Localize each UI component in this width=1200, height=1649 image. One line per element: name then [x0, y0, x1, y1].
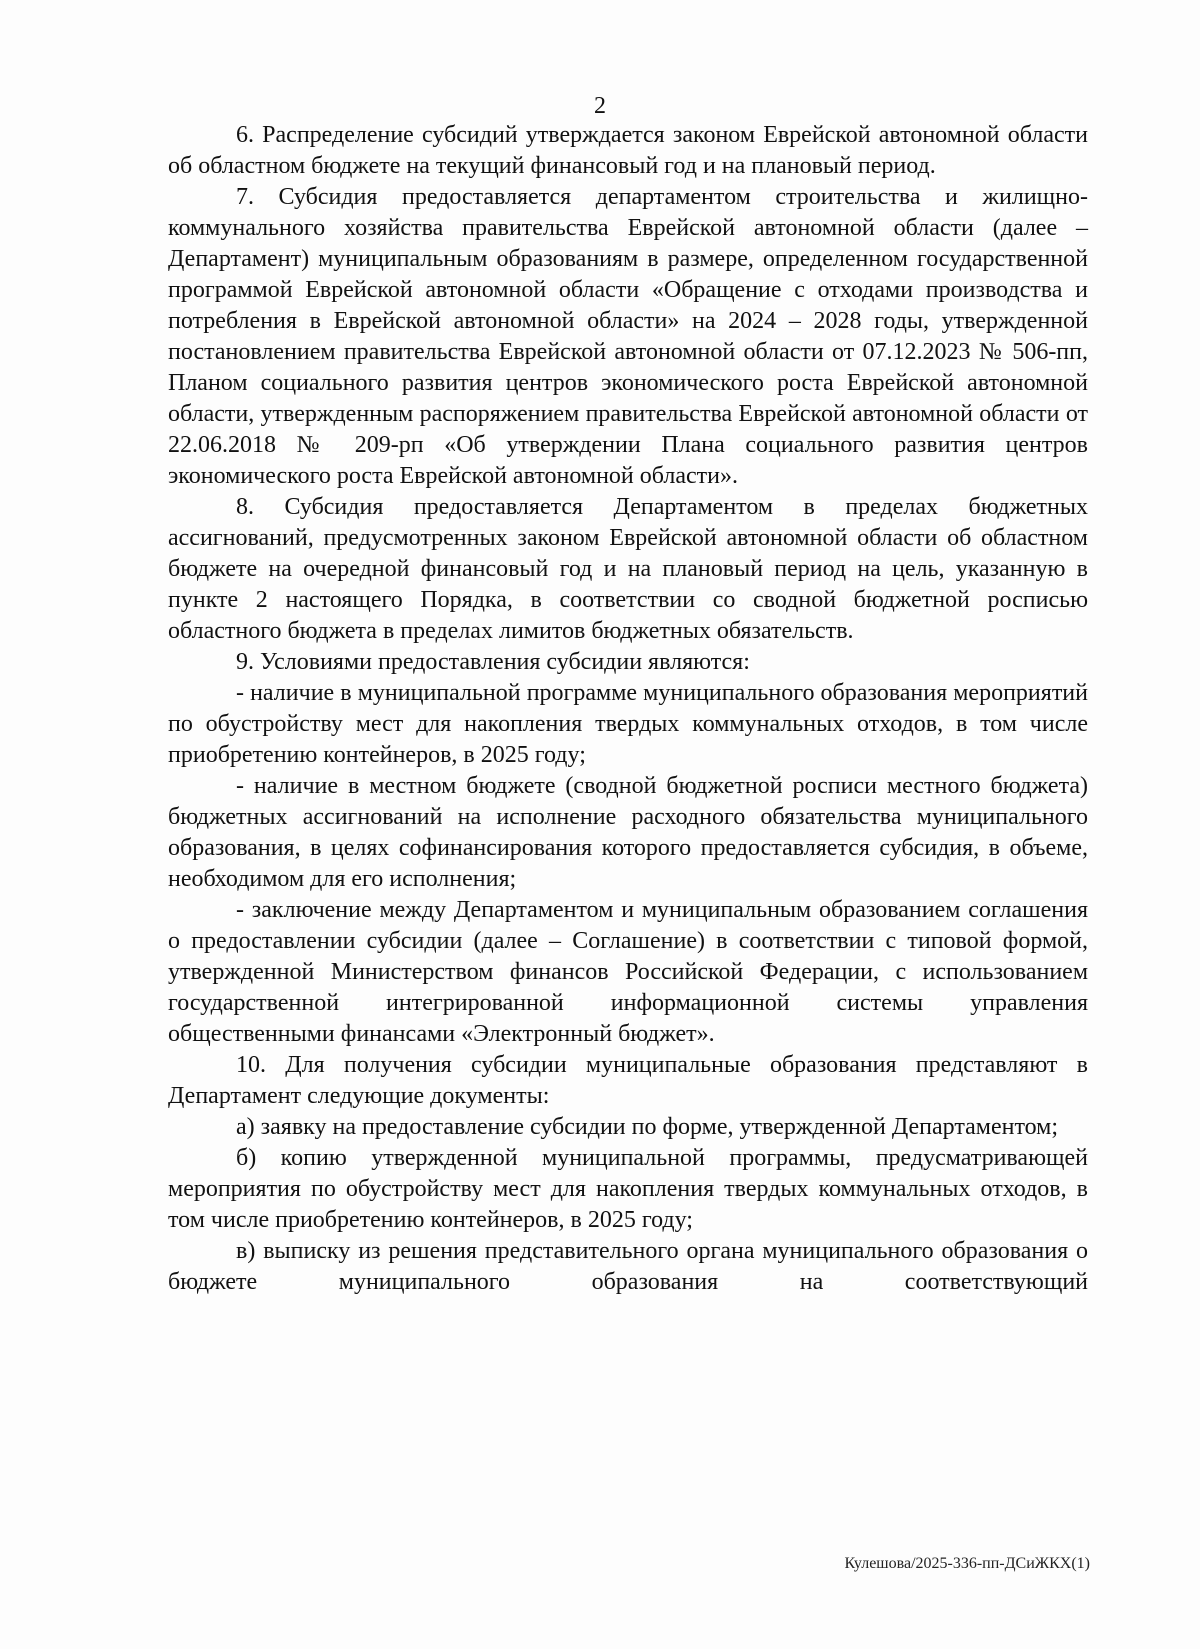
paragraph-9: 9. Условиями предоставления субсидии являются: [236, 649, 750, 675]
document-body [168, 120, 1088, 1298]
page-number: 2 [594, 93, 606, 119]
paragraph-6: 6. Распределение субсидий утверждается законом Еврейской автономной области об областном бюджете на текущий финансовый год и на плановый период. [168, 122, 1088, 179]
condition-item-2: - наличие в местном бюджете (сводной бюджетной росписи местного бюджета) бюджетных ассигнований на исполнение расходного обязательства муниципального образования, в целях софинансирования которого предоставляется субсидия, в объеме, необходимом для его исполнения; [168, 773, 1088, 892]
condition-item-3: - заключение между Департаментом и муниципальным образованием соглашения о предоставлении субсидии (далее – Соглашение) в соответствии с типовой формой, утвержденной Министерством финансов Российской Федерации, с использованием государственной интегрированной информационной системы управления общественными финансами «Электронный бюджет». [168, 897, 1088, 1047]
paragraph-8: 8. Субсидия предоставляется Департаментом в пределах бюджетных ассигнований, предусмотренных законом Еврейской автономной области об областном бюджете на очередной финансовый год и на плановый период на цель, указанную в пункте 2 настоящего Порядка, в соответствии со сводной бюджетной росписью областного бюджета в пределах лимитов бюджетных обязательств. [168, 494, 1088, 644]
paragraph-7: 7. Субсидия предоставляется департаментом строительства и жилищно-коммунального хозяйства правительства Еврейской автономной области (далее – Департамент) муниципальным образованиям в размере, определенном государственной программой Еврейской автономной области «Обращение с отходами производства и потребления в Еврейской автономной области» на 2024 – 2028 годы, утвержденной постановлением правительства Еврейской автономной области от 07.12.2023 № 506-пп, Планом социального развития центров экономического роста Еврейской автономной области, утвержденным распоряжением правительства Еврейской автономной области от 22.06.2018 № 209-рп «Об утверждении Плана социального развития центров экономического роста Еврейской автономной области». [168, 184, 1088, 489]
document-item-a: а) заявку на предоставление субсидии по форме, утвержденной Департаментом; [236, 1114, 1059, 1140]
condition-item-1: - наличие в муниципальной программе муниципального образования мероприятий по обустройству мест для накопления твердых коммунальных отходов, в том числе приобретению контейнеров, в 2025 году; [168, 680, 1088, 768]
document-item-v: в) выписку из решения представительного органа муниципального образования о бюджете муниципального образования на соответствующий [168, 1238, 1088, 1295]
paragraph-10: 10. Для получения субсидии муниципальные образования представляют в Департамент следующие документы: [168, 1052, 1088, 1109]
document-item-b: б) копию утвержденной муниципальной программы, предусматривающей мероприятия по обустройству мест для накопления твердых коммунальных отходов, в том числе приобретению контейнеров, в 2025 году; [168, 1145, 1088, 1233]
footer-reference: Кулешова/2025-336-пп-ДСиЖКХ(1) [844, 1555, 1090, 1572]
